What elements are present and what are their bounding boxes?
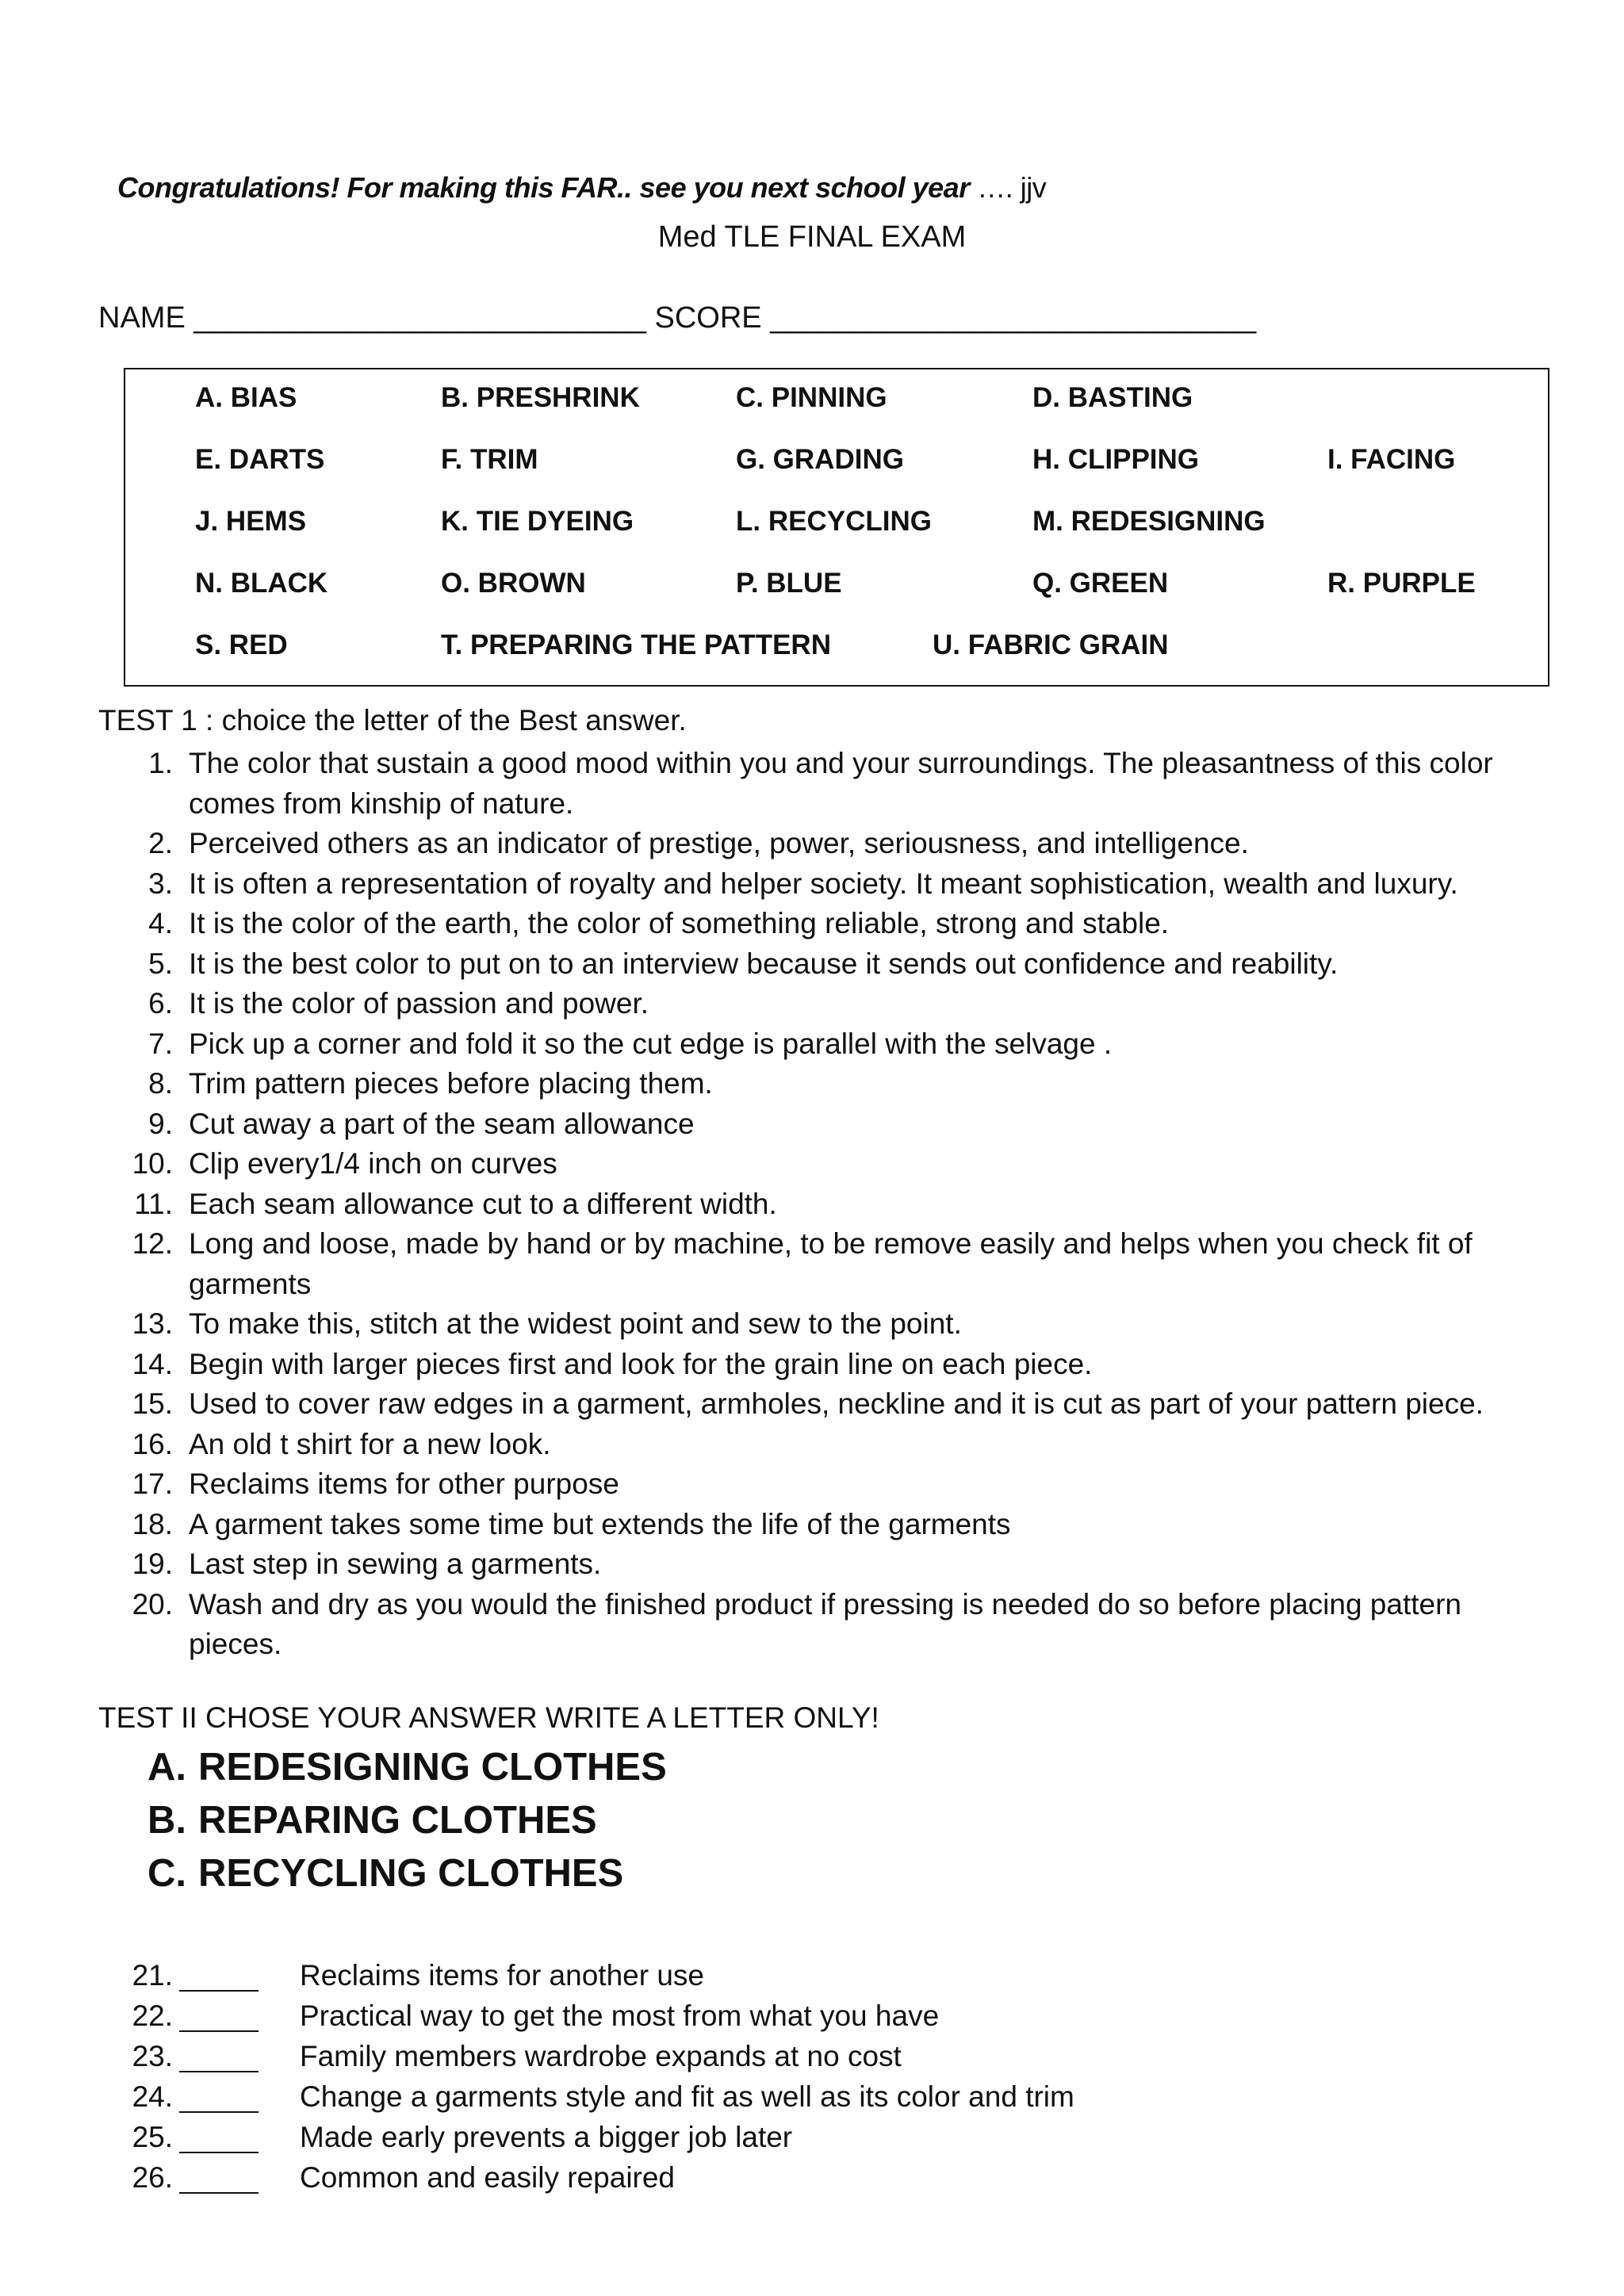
name-score-line: NAME ___________________________ SCORE _____________________________	[98, 301, 1257, 335]
answer-option: P. BLUE	[736, 568, 842, 599]
question-text: It is often a representation of royalty and helper society. It meant sophistication, wealth and luxury.	[189, 867, 1458, 900]
answer-option: O. BROWN	[441, 568, 586, 599]
question-number: 9.	[148, 1107, 173, 1140]
question-number: 5.	[148, 947, 173, 980]
item-text: Practical way to get the most from what you have	[300, 1999, 940, 2032]
question-item	[98, 1464, 1549, 1505]
question-item	[98, 1064, 1549, 1104]
congratulations-text: Congratulations! For making this FAR.. see you next school year	[117, 171, 970, 204]
choice-item	[147, 1741, 667, 1794]
question-text: An old t shirt for a new look.	[189, 1427, 551, 1460]
answer-choices-box	[124, 368, 1549, 687]
question-item	[98, 744, 1549, 784]
item-text: Made early prevents a bigger job later	[300, 2121, 793, 2153]
question-item	[98, 784, 1549, 825]
question-number: 4.	[148, 907, 173, 939]
answer-option: M. REDESIGNING	[1032, 506, 1266, 537]
question-text: The color that sustain a good mood within you and your surroundings. The pleasantness of this color	[189, 747, 1493, 779]
fill-in-item	[98, 2076, 1074, 2117]
question-number: 20.	[132, 1587, 173, 1621]
answer-option: G. GRADING	[736, 444, 904, 475]
answer-option: D. BASTING	[1032, 382, 1193, 413]
fill-in-item	[98, 1996, 1074, 2036]
question-number: 19.	[132, 1548, 173, 1580]
item-text: Family members wardrobe expands at no cost	[300, 2040, 902, 2072]
question-text: Long and loose, made by hand or by machine, to be remove easily and helps when you check fit of	[189, 1227, 1473, 1260]
question-number: 7.	[148, 1027, 173, 1060]
question-text: Wash and dry as you would the finished product if pressing is needed do so before placing pattern	[189, 1587, 1462, 1621]
question-text: Begin with larger pieces first and look for the grain line on each piece.	[189, 1347, 1093, 1380]
item-text: Change a garments style and fit as well as its color and trim	[300, 2080, 1074, 2113]
test-2-choices	[147, 1741, 667, 1900]
question-number: 14.	[132, 1347, 173, 1380]
question-number	[98, 784, 189, 825]
question-number: 6.	[148, 987, 173, 1020]
question-number: 17.	[132, 1468, 173, 1500]
fill-in-item	[98, 2117, 1074, 2157]
question-text: Used to cover raw edges in a garment, armholes, neckline and it is cut as part of your pattern piece.	[189, 1387, 1484, 1420]
question-number: 18.	[132, 1507, 173, 1540]
item-number: 21.	[132, 1959, 173, 1992]
question-number: 1.	[148, 747, 173, 779]
question-item	[98, 1024, 1549, 1065]
question-item	[98, 1585, 1549, 1625]
answer-option: C. PINNING	[736, 382, 887, 413]
question-text: It is the best color to put on to an interview because it sends out confidence and reability.	[189, 947, 1339, 980]
question-text: To make this, stitch at the widest point and sew to the point.	[189, 1307, 962, 1340]
question-number: 11.	[134, 1187, 173, 1220]
item-number: 22.	[132, 1999, 173, 2032]
item-number: 26.	[132, 2161, 173, 2194]
question-item	[98, 1144, 1549, 1184]
question-item	[98, 1505, 1549, 1545]
question-text: It is the color of passion and power.	[189, 987, 649, 1020]
question-text: Cut away a part of the seam allowance	[189, 1107, 695, 1140]
question-text: Perceived others as an indicator of prestige, power, seriousness, and intelligence.	[189, 827, 1249, 859]
question-number: 2.	[148, 827, 173, 859]
choice-text: REPARING CLOTHES	[198, 1799, 597, 1842]
question-item	[98, 904, 1549, 944]
answer-option: I. FACING	[1327, 444, 1456, 475]
question-text: Each seam allowance cut to a different width.	[189, 1187, 777, 1220]
question-text: It is the color of the earth, the color of something reliable, strong and stable.	[189, 907, 1170, 939]
item-number: 23.	[132, 2040, 173, 2072]
question-item	[98, 864, 1549, 905]
question-number: 12.	[132, 1227, 173, 1260]
answer-blank[interactable]	[179, 2042, 259, 2072]
choice-item	[147, 1794, 667, 1847]
choice-letter: C.	[147, 1852, 186, 1895]
answer-option: F. TRIM	[441, 444, 538, 475]
question-number	[98, 1265, 189, 1305]
question-item	[98, 944, 1549, 985]
question-item	[98, 1104, 1549, 1145]
question-text: garments	[189, 1267, 312, 1300]
question-text: Reclaims items for other purpose	[189, 1468, 619, 1500]
question-item	[98, 1624, 1549, 1665]
question-item	[98, 1384, 1549, 1425]
answer-option: U. FABRIC GRAIN	[933, 629, 1169, 660]
congratulations-initials: …. jjv	[969, 171, 1047, 204]
choice-letter: B.	[147, 1799, 186, 1842]
choice-item	[147, 1847, 667, 1900]
question-number: 10.	[132, 1147, 173, 1180]
choice-text: RECYCLING CLOTHES	[198, 1852, 624, 1895]
question-item	[98, 824, 1549, 864]
question-text: A garment takes some time but extends the life of the garments	[189, 1507, 1011, 1540]
question-item	[98, 1265, 1549, 1305]
choice-letter: A.	[147, 1746, 186, 1789]
test-2-heading: TEST II CHOSE YOUR ANSWER WRITE A LETTER ONLY!	[98, 1701, 879, 1734]
question-number: 3.	[148, 867, 173, 900]
question-number: 16.	[132, 1427, 173, 1460]
answer-option: R. PURPLE	[1327, 568, 1476, 599]
item-number: 25.	[132, 2121, 173, 2153]
question-text: pieces.	[189, 1628, 282, 1660]
fill-in-item	[98, 1955, 1074, 1996]
question-text: Trim pattern pieces before placing them.	[189, 1067, 713, 1100]
answer-option: A. BIAS	[195, 382, 297, 413]
answer-option: T. PREPARING THE PATTERN	[441, 629, 831, 660]
question-number: 8.	[148, 1067, 173, 1100]
question-text: Clip every1/4 inch on curves	[189, 1147, 557, 1180]
choice-text: REDESIGNING CLOTHES	[198, 1746, 667, 1789]
answer-option: J. HEMS	[195, 506, 307, 537]
fill-in-item	[98, 2157, 1074, 2198]
answer-option: Q. GREEN	[1032, 568, 1169, 599]
item-number: 24.	[132, 2080, 173, 2113]
answer-option: N. BLACK	[195, 568, 328, 599]
question-number: 13.	[132, 1307, 173, 1340]
answer-option: S. RED	[195, 629, 288, 660]
fill-in-item	[98, 2036, 1074, 2076]
question-item	[98, 1544, 1549, 1585]
answer-blank[interactable]	[179, 2083, 259, 2113]
question-item	[98, 1304, 1549, 1345]
item-text: Reclaims items for another use	[300, 1959, 704, 1992]
question-item	[98, 1345, 1549, 1385]
answer-blank[interactable]	[179, 2002, 259, 2032]
question-item	[98, 1224, 1549, 1265]
answer-blank[interactable]	[179, 2164, 259, 2194]
answer-option: B. PRESHRINK	[441, 382, 640, 413]
answer-blank[interactable]	[179, 1961, 259, 1992]
answer-blank[interactable]	[179, 2123, 259, 2153]
question-text: Pick up a corner and fold it so the cut edge is parallel with the selvage .	[189, 1027, 1113, 1060]
answer-option: E. DARTS	[195, 444, 325, 475]
question-item	[98, 1425, 1549, 1465]
test-1-question-list	[98, 744, 1549, 1665]
question-text: comes from kinship of nature.	[189, 786, 574, 820]
question-item	[98, 1184, 1549, 1225]
question-number	[98, 1624, 189, 1665]
answer-option: K. TIE DYEING	[441, 506, 634, 537]
exam-title: Med TLE FINAL EXAM	[657, 220, 967, 254]
question-number: 15.	[132, 1387, 173, 1420]
answer-option: H. CLIPPING	[1032, 444, 1200, 475]
congratulations-note	[117, 171, 1046, 205]
question-text: Last step in sewing a garments.	[189, 1548, 602, 1580]
answer-option: L. RECYCLING	[736, 506, 932, 537]
question-item	[98, 984, 1549, 1024]
test-2-item-list	[98, 1955, 1074, 2198]
test-1-heading: TEST 1 : choice the letter of the Best answer.	[98, 704, 687, 737]
item-text: Common and easily repaired	[300, 2161, 676, 2194]
